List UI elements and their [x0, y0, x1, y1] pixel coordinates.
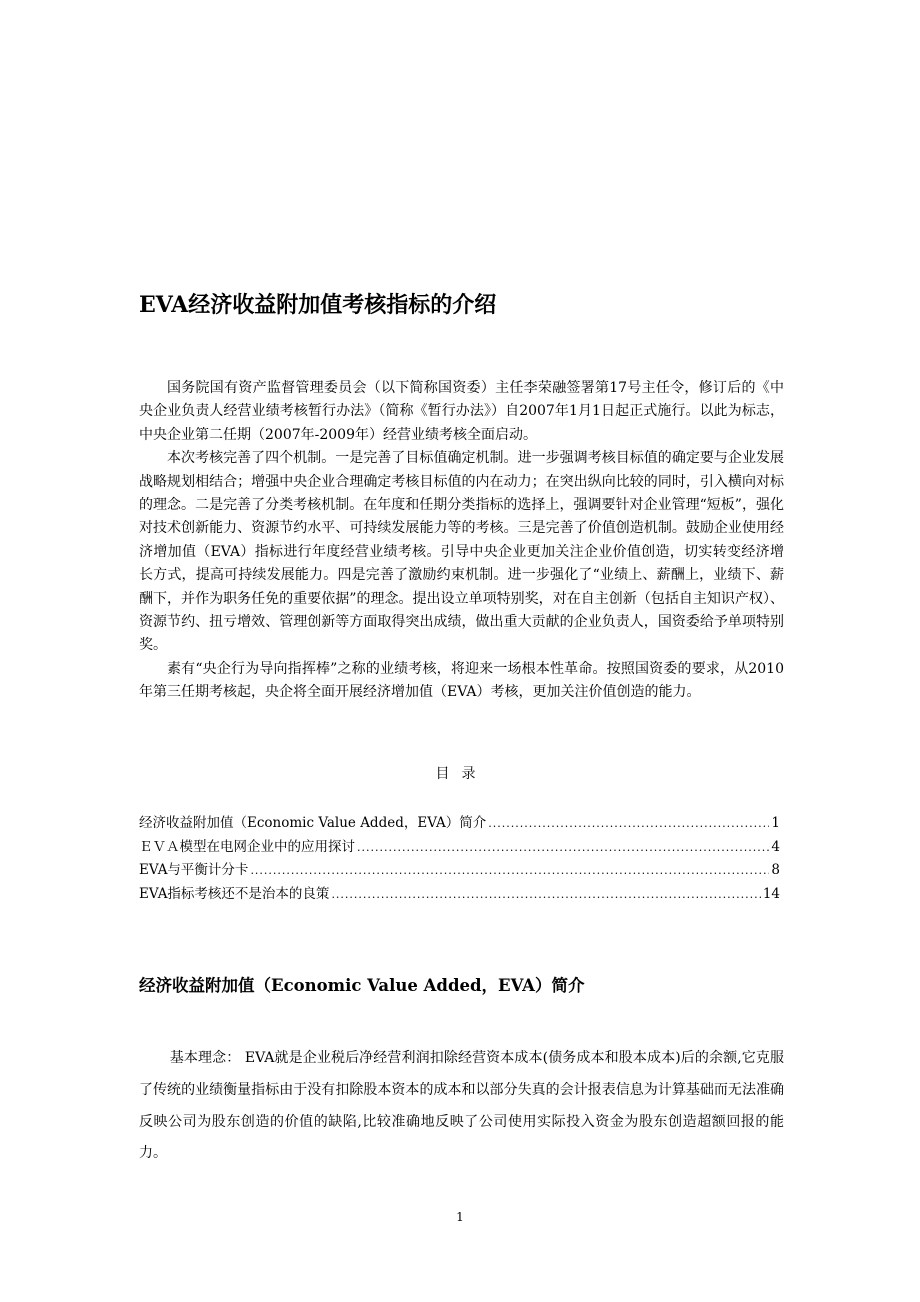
- intro-paragraph: 国务院国有资产监督管理委员会（以下简称国资委）主任李荣融签署第17号主任令，修订后的《中央企业负责人经营业绩考核暂行办法》（简称《暂行办法》）自2007年1月1日起正式施行。以此为标志，中央企业第二任期（2007年-2009年）经营业绩考核全面启动。: [139, 380, 784, 443]
- section-body: [139, 1043, 784, 1170]
- toc-leader-dots: [488, 812, 769, 836]
- document-title: EVA经济收益附加值考核指标的介绍: [139, 292, 497, 318]
- toc-item-page: 4: [771, 838, 780, 855]
- toc-item-label: EVA指标考核还不是治本的良策: [139, 886, 330, 903]
- page-number: 1: [456, 1210, 464, 1224]
- toc-item-page: 1: [771, 815, 780, 831]
- intro-paragraph: 本次考核完善了四个机制。一是完善了目标值确定机制。进一步强调考核目标值的确定要与企业发展战略规划相结合；增强中央企业合理确定考核目标值的内在动力；在突出纵向比较的同时，引入横向对标的理念。二是完善了分类考核机制。在年度和任期分类指标的选择上，强调要针对企业管理“短板”，强化对技术创新能力、资源节约水平、可持续发展能力等的考核。三是完善了价值创造机制。鼓励企业使用经济增加值（EVA）指标进行年度经营业绩考核。引导中央企业更加关注企业价值创造，切实转变经济增长方式，提高可持续发展能力。四是完善了激励约束机制。进一步强化了“业绩上、薪酬上，业绩下、薪酬下，并作为职务任免的重要依据”的理念。提出设立单项特别奖，对在自主创新（包括自主知识产权）、资源节约、扭亏增效、管理创新等方面取得突出成绩，做出重大贡献的企业负责人，国资委给予单项特别奖。: [139, 450, 784, 654]
- toc-item-label: 经济收益附加值（Economic Value Added，EVA）简介: [139, 815, 487, 831]
- toc-item-eva-balanced-scorecard[interactable]: [139, 859, 780, 883]
- toc-item-page: 8: [771, 862, 780, 879]
- toc-item-page: 14: [762, 886, 780, 903]
- section-title: 经济收益附加值（Economic Value Added，EVA）简介: [139, 976, 585, 995]
- intro-paragraph: 素有“央企行为导向指挥棒”之称的业绩考核，将迎来一场根本性革命。按照国资委的要求，从2010年第三任期考核起，央企将全面开展经济增加值（EVA）考核，更加关注价值创造的能力。: [139, 660, 784, 701]
- toc-heading: 目录: [435, 766, 488, 782]
- toc-leader-dots: [250, 859, 769, 883]
- toc-item-eva-power-grid[interactable]: [139, 836, 780, 860]
- toc-leader-dots: [331, 883, 760, 907]
- section-paragraph: 基本理念： EVA就是企业税后净经营利润扣除经营资本成本(债务成本和股本成本)后的余额,它克服了传统的业绩衡量指标由于没有扣除股本资本的成本和以部分失真的会计报表信息为计算基础而无法准确反映公司为股东创造的价值的缺陷,比较准确地反映了公司使用实际投入资金为股东创造超额回报的能力。: [139, 1050, 784, 1162]
- toc-leader-dots: [357, 836, 769, 860]
- toc-item-eva-intro[interactable]: [139, 812, 780, 836]
- intro-section: [139, 377, 784, 705]
- toc-item-eva-not-cure[interactable]: [139, 883, 780, 907]
- toc-item-label: EVA与平衡计分卡: [139, 862, 249, 879]
- table-of-contents: [139, 812, 780, 907]
- toc-item-label: ＥＶＡ模型在电网企业中的应用探讨: [139, 838, 355, 855]
